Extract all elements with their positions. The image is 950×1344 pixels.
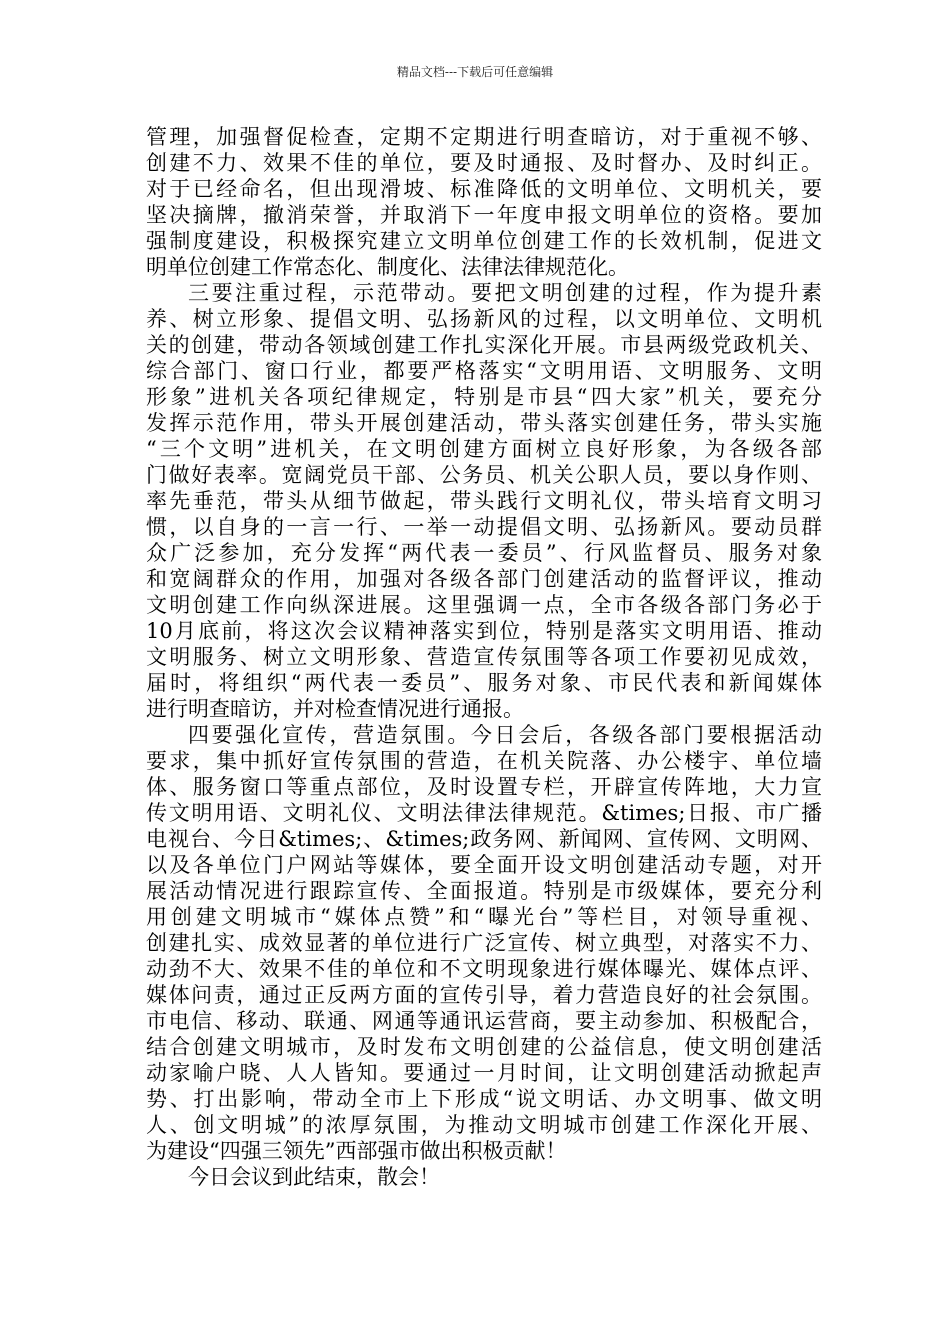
text-line: 动劲不大、效果不佳的单位和不文明现象进行媒体曝光、媒体点评、 [146, 957, 822, 981]
text-line: 明单位创建工作常态化、制度化、法律法律规范化。 [146, 255, 629, 279]
text-line: 电视台、今日&times;、&times;政务网、新闻网、宣传网、文明网、 [146, 827, 822, 851]
text-line: 10月底前，将这次会议精神落实到位，特别是落实文明用语、推动 [146, 619, 822, 643]
text-line: 势、打出影响，带动全市上下形成“说文明话、办文明事、做文明 [146, 1087, 822, 1111]
text-line: 三要注重过程，示范带动。要把文明创建的过程，作为提升素 [188, 281, 822, 305]
page-header: 精品文档---下载后可任意编辑 [396, 65, 554, 79]
text-line: 养、树立形象、提倡文明、弘扬新风的过程，以文明单位、文明机 [146, 307, 822, 331]
text-line: “三个文明”进机关，在文明创建方面树立良好形象，为各级各部 [146, 437, 822, 461]
text-line: 众广泛参加，充分发挥“两代表一委员”、行风监督员、服务对象 [146, 541, 822, 565]
text-line: 坚决摘牌，撤消荣誉，并取消下一年度申报文明单位的资格。要加 [146, 203, 822, 227]
text-line: 人、创文明城”的浓厚氛围，为推动文明城市创建工作深化开展、 [146, 1113, 822, 1137]
text-line: 关的创建，带动各领域创建工作扎实深化开展。市县两级党政机关、 [146, 333, 822, 357]
text-line: 展活动情况进行跟踪宣传、全面报道。特别是市级媒体，要充分利 [146, 879, 822, 903]
text-line: 体、服务窗口等重点部位，及时设置专栏，开辟宣传阵地，大力宣 [146, 775, 822, 799]
text-line: 四要强化宣传，营造氛围。今日会后，各级各部门要根据活动 [188, 723, 822, 747]
text-line: 传文明用语、文明礼仪、文明法律法律规范。&times;日报、市广播 [146, 801, 822, 825]
text-line: 文明创建工作向纵深进展。这里强调一点，全市各级各部门务必于 [146, 593, 822, 617]
text-line: 形象”进机关各项纪律规定，特别是市县“四大家”机关，要充分 [146, 385, 822, 409]
text-line: 文明服务、树立文明形象、营造宣传氛围等各项工作要初见成效， [146, 645, 822, 669]
text-line: 对于已经命名，但出现滑坡、标准降低的文明单位、文明机关，要 [146, 177, 822, 201]
text-line: 门做好表率。宽阔党员干部、公务员、机关公职人员，要以身作则、 [146, 463, 822, 487]
text-line: 和宽阔群众的作用，加强对各级各部门创建活动的监督评议，推动 [146, 567, 822, 591]
text-line: 以及各单位门户网站等媒体，要全面开设文明创建活动专题，对开 [146, 853, 822, 877]
text-line: 进行明查暗访，并对检查情况进行通报。 [146, 697, 524, 721]
text-line: 管理，加强督促检查，定期不定期进行明查暗访，对于重视不够、 [146, 125, 822, 149]
text-line: 强制度建设，积极探究建立文明单位创建工作的长效机制，促进文 [146, 229, 822, 253]
text-line: 动家喻户晓、人人皆知。要通过一月时间，让文明创建活动掀起声 [146, 1061, 822, 1085]
text-line: 届时，将组织“两代表一委员”、服务对象、市民代表和新闻媒体 [146, 671, 822, 695]
text-line: 今日会议到此结束，散会！ [188, 1165, 440, 1189]
text-line: 要求，集中抓好宣传氛围的营造，在机关院落、办公楼宇、单位墙 [146, 749, 822, 773]
text-line: 市电信、移动、联通、网通等通讯运营商，要主动参加、积极配合， [146, 1009, 822, 1033]
text-line: 综合部门、窗口行业，都要严格落实“文明用语、文明服务、文明 [146, 359, 822, 383]
text-line: 用创建文明城市“媒体点赞”和“曝光台”等栏目，对领导重视、 [146, 905, 822, 929]
body-text [146, 124, 822, 1190]
text-line: 发挥示范作用，带头开展创建活动，带头落实创建任务，带头实施 [146, 411, 822, 435]
text-line: 结合创建文明城市，及时发布文明创建的公益信息，使文明创建活 [146, 1035, 822, 1059]
text-line: 为建设“四强三领先”西部强市做出积极贡献！ [146, 1139, 567, 1163]
text-line: 创建不力、效果不佳的单位，要及时通报、及时督办、及时纠正。 [146, 151, 822, 175]
text-line: 创建扎实、成效显著的单位进行广泛宣传、树立典型，对落实不力、 [146, 931, 822, 955]
text-line: 惯，以自身的一言一行、一举一动提倡文明、弘扬新风。要动员群 [146, 515, 822, 539]
text-line: 媒体问责，通过正反两方面的宣传引导，着力营造良好的社会氛围。 [146, 983, 822, 1007]
text-line: 率先垂范，带头从细节做起，带头践行文明礼仪，带头培育文明习 [146, 489, 822, 513]
